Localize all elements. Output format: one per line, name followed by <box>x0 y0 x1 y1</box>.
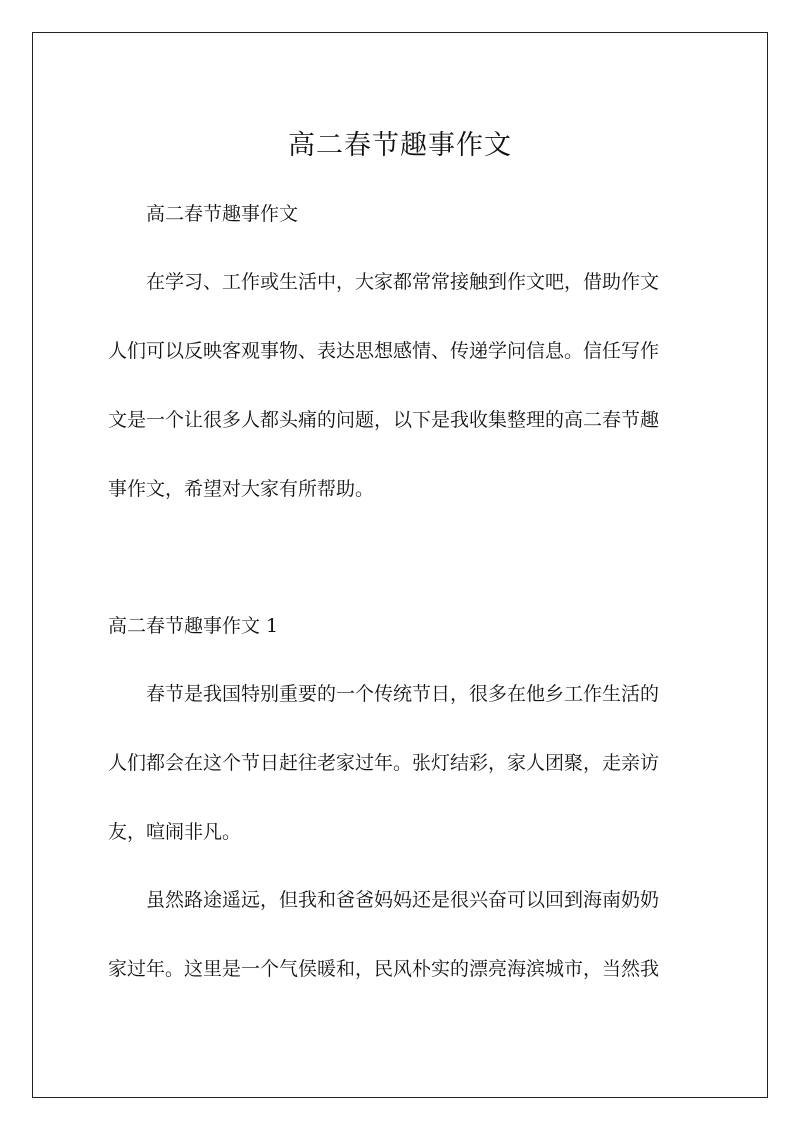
document-title: 高二春节趣事作文 <box>288 130 512 161</box>
intro-line: 事作文，希望对大家有所帮助。 <box>108 478 375 500</box>
paragraph-line: 友，喧闹非凡。 <box>108 821 242 843</box>
document-subtitle: 高二春节趣事作文 <box>146 203 299 225</box>
intro-line: 人们可以反映客观事物、表达思想感情、传递学问信息。信任写作 <box>108 340 660 362</box>
intro-line: 文是一个让很多人都头痛的问题，以下是我收集整理的高二春节趣 <box>108 409 660 431</box>
page-border <box>32 32 768 1098</box>
paragraph-line: 春节是我国特别重要的一个传统节日，很多在他乡工作生活的 <box>146 683 660 705</box>
paragraph-line: 虽然路途遥远，但我和爸爸妈妈还是很兴奋可以回到海南奶奶 <box>146 889 660 911</box>
section-heading: 高二春节趣事作文 1 <box>108 615 279 637</box>
paragraph-line: 家过年。这里是一个气侯暖和，民风朴实的漂亮海滨城市，当然我 <box>108 958 660 980</box>
paragraph-line: 人们都会在这个节日赶往老家过年。张灯结彩，家人团聚，走亲访 <box>108 752 660 774</box>
intro-line: 在学习、工作或生活中，大家都常常接触到作文吧，借助作文 <box>146 271 660 293</box>
